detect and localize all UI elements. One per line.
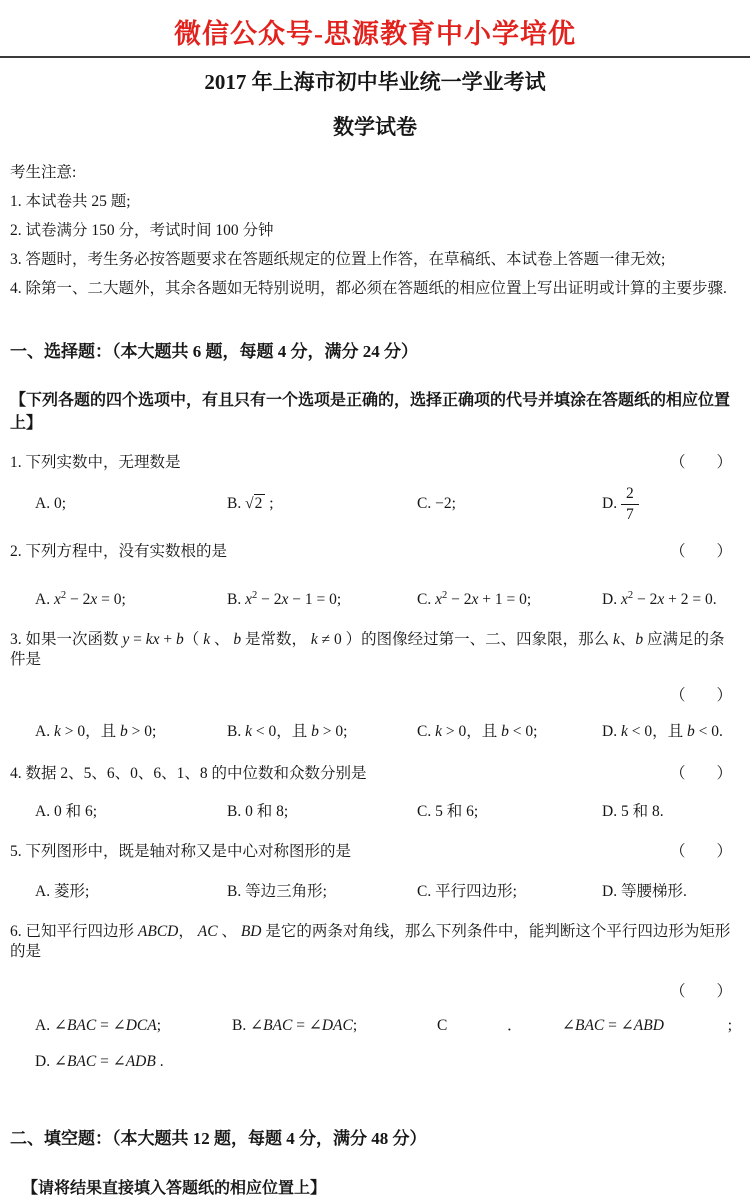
question-2-option-d: D. $x^2 - 2x + 2 = 0$. [602, 589, 717, 608]
question-2-option-a: A. $x^2 - 2x = 0$; [35, 589, 126, 608]
question-6-option-c-formula: ∠BAC = ∠ABD [562, 1016, 664, 1034]
notice-item-4: 4. 除第一、二大题外，其余各题如无特别说明，都必须在答题纸的相应位置上写出证明或计算的主要步骤. [10, 280, 727, 297]
question-3-answer-brackets: （ ） [669, 686, 732, 704]
question-6-option-c-letter: C [437, 1016, 448, 1034]
question-5-option-c: C. 平行四边形; [417, 882, 517, 900]
question-2-options [35, 586, 740, 610]
question-6-option-c-semicolon: ; [727, 1016, 732, 1034]
question-1-option-b: B. √2 ; [227, 495, 274, 513]
question-5-option-d: D. 等腰梯形. [602, 882, 687, 900]
question-2-answer-brackets: （ ） [669, 542, 732, 560]
question-4-option-b: B. 0 和 8; [227, 802, 289, 820]
candidate-notice [10, 163, 740, 299]
question-4-option-c: C. 5 和 6; [417, 802, 479, 820]
notice-heading: 考生注意: [10, 164, 77, 181]
question-5 [10, 842, 740, 862]
question-4-option-d: D. 5 和 8. [602, 802, 664, 820]
question-4-answer-brackets: （ ） [669, 764, 732, 782]
question-2-option-b: B. $x^2 - 2x - 1 = 0$; [227, 589, 342, 608]
question-2-text: 2. 下列方程中，没有实数根的是 [10, 542, 228, 560]
paper-title: 数学试卷 [333, 115, 417, 139]
question-5-option-a: A. 菱形; [35, 882, 90, 900]
question-5-options [35, 882, 740, 902]
question-3-option-d: D. k < 0，且 b < 0. [602, 722, 723, 740]
question-6-option-b: B. ∠BAC = ∠DAC; [232, 1016, 358, 1034]
question-6-text: 6. 已知平行四边形 ABCD， AC 、 BD 是它的两条对角线，那么下列条件中，能判断这个平行四边形为矩形的是 [10, 922, 731, 960]
question-1-text: 1. 下列实数中，无理数是 [10, 454, 181, 471]
question-6-options-row [35, 1016, 740, 1036]
question-2 [10, 542, 740, 562]
question-1-answer-brackets: （ ） [669, 454, 732, 471]
question-6-option-d: D. ∠BAC = ∠ADB . [35, 1052, 164, 1070]
header-divider [0, 56, 750, 58]
notice-item-3: 3. 答题时，考生务必按答题要求在答题纸规定的位置上作答，在草稿纸、本试卷上答题一律无效; [10, 251, 666, 268]
question-1-option-a: A. 0; [35, 495, 66, 513]
question-5-option-b: B. 等边三角形; [227, 882, 327, 900]
section-2-instruction: 【请将结果直接填入答题纸的相应位置上】 [22, 1179, 327, 1197]
notice-item-1: 1. 本试卷共 25 题; [10, 193, 131, 210]
question-6-option-a: A. ∠BAC = ∠DCA; [35, 1016, 162, 1034]
question-2-option-c: C. $x^2 - 2x + 1 = 0$; [417, 589, 532, 608]
question-1-option-c: C. −2; [417, 495, 456, 513]
question-4-options [35, 802, 740, 822]
question-4-text: 4. 数据 2、5、6、0、6、1、8 的中位数和众数分别是 [10, 764, 367, 782]
section-2-heading: 二、填空题：（本大题共 12 题，每题 4 分，满分 48 分） [10, 1128, 427, 1148]
question-3-options [35, 722, 740, 742]
question-4 [10, 764, 740, 784]
question-6 [10, 922, 740, 962]
question-5-answer-brackets: （ ） [669, 842, 732, 860]
section-1-heading: 一、选择题：（本大题共 6 题，每题 4 分，满分 24 分） [10, 342, 418, 361]
question-3-option-a: A. k > 0，且 b > 0; [35, 722, 157, 740]
wechat-banner: 微信公众号-思源教育中小学培优 [174, 19, 576, 49]
question-3-option-c: C. k > 0，且 b < 0; [417, 722, 538, 740]
question-3 [10, 630, 740, 670]
question-6-option-c-dot: ． [507, 1016, 523, 1034]
question-6-answer-brackets: （ ） [669, 982, 732, 1000]
question-3-text: 3. 如果一次函数 y = kx + b（ k 、 b 是常数， k ≠ 0 ）的图像经过第一、二、四象限，那么 k、b 应满足的条件是 [10, 630, 725, 668]
section-1-instruction: 【下列各题的四个选项中，有且只有一个选项是正确的，选择正确项的代号并填涂在答题纸的相应位置上】 [10, 392, 731, 432]
question-1-options [35, 485, 740, 524]
question-1 [10, 453, 740, 473]
question-4-option-a: A. 0 和 6; [35, 802, 98, 820]
question-1-option-d: D. $\frac{2}{7}$ [602, 485, 732, 524]
exam-title: 2017 年上海市初中毕业统一学业考试 [204, 70, 546, 94]
question-3-option-b: B. k < 0，且 b > 0; [227, 722, 348, 740]
question-5-text: 5. 下列图形中，既是轴对称又是中心对称图形的是 [10, 842, 352, 860]
notice-item-2: 2. 试卷满分 150 分，考试时间 100 分钟 [10, 222, 274, 239]
